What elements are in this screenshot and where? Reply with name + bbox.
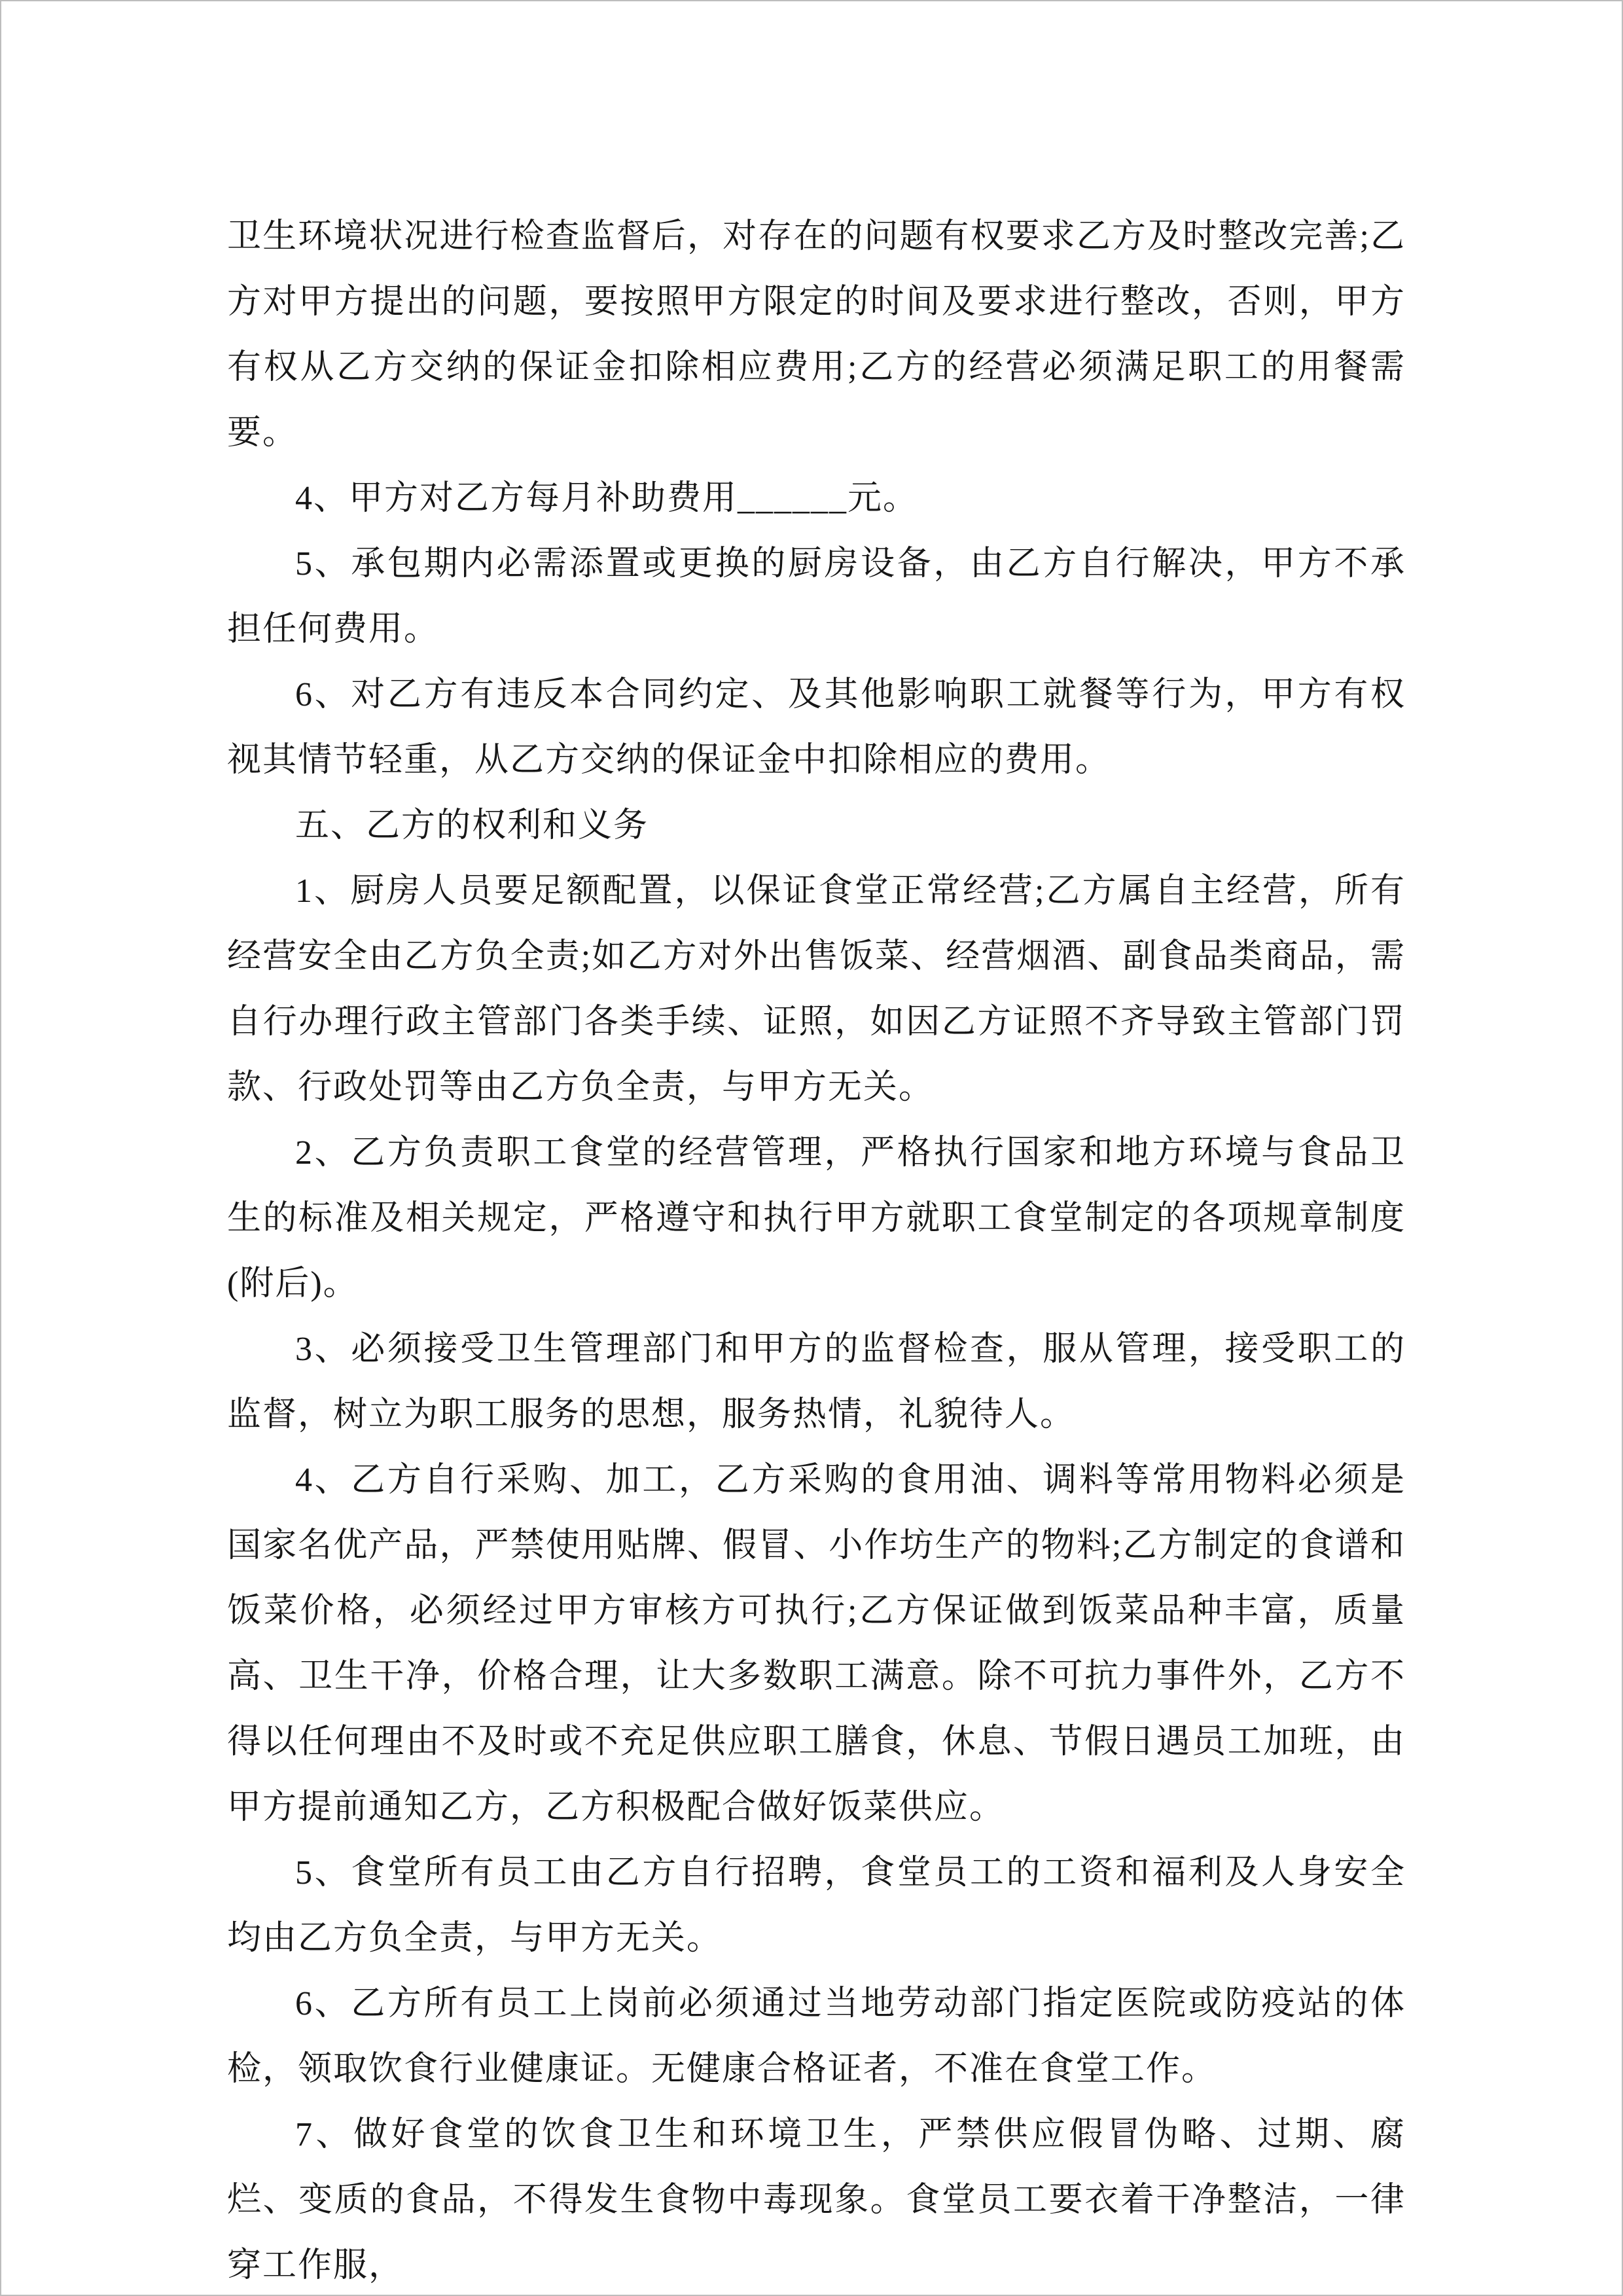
paragraph-item-3: 3、必须接受卫生管理部门和甲方的监督检查，服从管理，接受职工的监督，树立为职工服务的思想，服务热情，礼貌待人。: [227, 1331, 1406, 1433]
paragraph-item-5b: 5、食堂所有员工由乙方自行招聘，食堂员工的工资和福利及人身安全均由乙方负全责，与甲方无关。: [227, 1854, 1406, 1957]
paragraph-item-4: 4、甲方对乙方每月补助费用______元。: [295, 480, 919, 517]
paragraph-item-6: 6、对乙方有违反本合同约定、及其他影响职工就餐等行为，甲方有权视其情节轻重，从乙方交纳的保证金中扣除相应的费用。: [227, 676, 1406, 779]
section-heading: 五、乙方的权利和义务: [295, 807, 649, 844]
paragraph-continuation: 卫生环境状况进行检查监督后，对存在的问题有权要求乙方及时整改完善;乙方对甲方提出的问题，要按照甲方限定的时间及要求进行整改，否则，甲方有权从乙方交纳的保证金扣除相应费用;乙方的经营必须满足职工的用餐需要。: [227, 218, 1406, 452]
paragraph-item-6b: 6、乙方所有员工上岗前必须通过当地劳动部门指定医院或防疫站的体检，领取饮食行业健康证。无健康合格证者，不准在食堂工作。: [227, 1985, 1406, 2088]
paragraph-item-1: 1、厨房人员要足额配置，以保证食堂正常经营;乙方属自主经营，所有经营安全由乙方负全责;如乙方对外出售饭菜、经营烟酒、副食品类商品，需自行办理行政主管部门各类手续、证照，如因乙方证照不齐导致主管部门罚款、行政处罚等由乙方负全责，与甲方无关。: [227, 872, 1406, 1106]
paragraph-item-7: 7、做好食堂的饮食卫生和环境卫生，严禁供应假冒伪略、过期、腐烂、变质的食品，不得发生食物中毒现象。食堂员工要衣着干净整洁，一律穿工作服，: [227, 2116, 1406, 2284]
paragraph-item-4b: 4、乙方自行采购、加工，乙方采购的食用油、调料等常用物料必须是国家名优产品，严禁使用贴牌、假冒、小作坊生产的物料;乙方制定的食谱和饭菜价格，必须经过甲方审核方可执行;乙方保证做到饭菜品种丰富，质量高、卫生干净，价格合理，让大多数职工满意。除不可抗力事件外，乙方不得以任何理由不及时或不充足供应职工膳食，休息、节假日遇员工加班，由甲方提前通知乙方，乙方积极配合做好饭菜供应。: [227, 1462, 1406, 1826]
paragraph-item-2: 2、乙方负责职工食堂的经营管理，严格执行国家和地方环境与食品卫生的标准及相关规定，严格遵守和执行甲方就职工食堂制定的各项规章制度(附后)。: [227, 1134, 1406, 1302]
paragraph-item-5: 5、承包期内必需添置或更换的厨房设备，由乙方自行解决，甲方不承担任何费用。: [227, 545, 1406, 648]
